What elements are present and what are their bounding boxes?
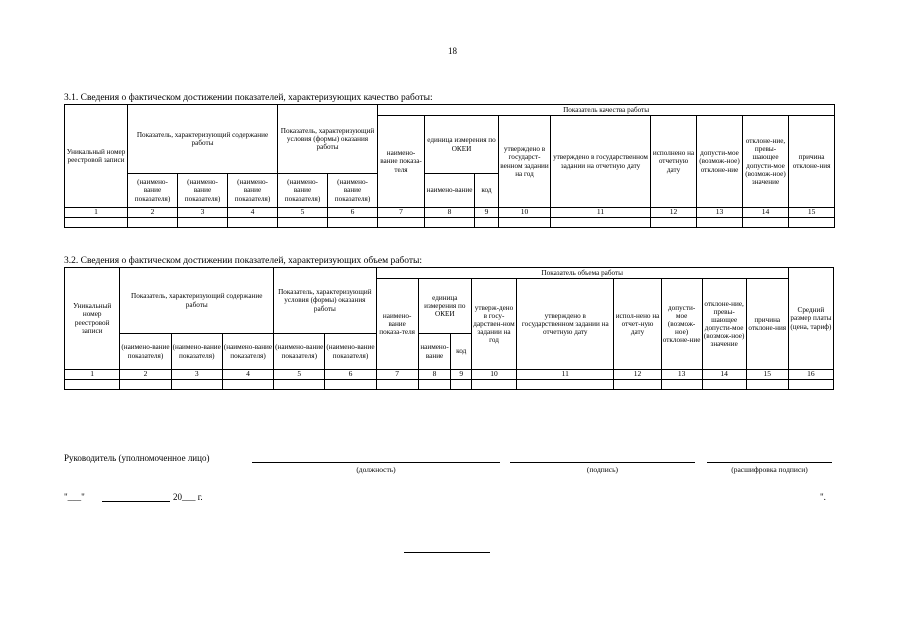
column-number: 5: [278, 208, 328, 218]
column-number: 2: [120, 370, 171, 380]
table-cell[interactable]: [178, 218, 228, 228]
signature-line[interactable]: [510, 462, 695, 463]
table-cell[interactable]: [328, 218, 378, 228]
column-number: 6: [328, 208, 378, 218]
column-number: 4: [228, 208, 278, 218]
col-quality-group: Показатель качества работы: [378, 105, 835, 116]
col-indicator-name: наимено-вание показа-теля: [378, 116, 425, 208]
table-cell[interactable]: [697, 218, 743, 228]
column-number: 10: [471, 370, 516, 380]
col-avg-fee: Средний размер платы (цена, тариф): [788, 268, 833, 370]
column-number: 16: [788, 370, 833, 380]
section-3-1-title: 3.1. Сведения о фактическом достижении показателей, характеризующих качество работы:: [64, 93, 433, 103]
col-unit-code: код: [475, 174, 499, 208]
column-number: 10: [499, 208, 551, 218]
column-number: 4: [222, 370, 273, 380]
column-number: 8: [425, 208, 475, 218]
table-cell[interactable]: [614, 380, 661, 390]
col-unit-name: наимено-вание: [425, 174, 475, 208]
table-cell[interactable]: [274, 380, 325, 390]
table-cell[interactable]: [171, 380, 222, 390]
table-cell[interactable]: [499, 218, 551, 228]
col-condition-2: (наимено-вание показателя): [325, 334, 376, 370]
col-approved-date: утверждено в государственном задании на отчетную дату: [517, 279, 614, 370]
table-cell[interactable]: [471, 380, 516, 390]
column-number: 15: [746, 370, 788, 380]
col-approved-year: утверж-дено в госу-дарствен-ном задании на год: [471, 279, 516, 370]
table-cell[interactable]: [789, 218, 835, 228]
closing-mark: ".: [820, 492, 826, 502]
col-excess-deviation: отклоне-ние, превы-шающее допусти-мое (возмож-ное) значение: [743, 116, 789, 208]
column-number: 15: [789, 208, 835, 218]
col-condition-2: (наимено-вание показателя): [328, 174, 378, 208]
col-reason: причина отклоне-ния: [746, 279, 788, 370]
table-cell[interactable]: [128, 218, 178, 228]
col-unit-name: наимено-вание: [418, 334, 451, 370]
date-day[interactable]: "___": [64, 492, 85, 502]
col-approved-year: утверждено в государст-венном задании на год: [499, 116, 551, 208]
col-allowed-deviation: допусти-мое (возмож-ное) отклоне-ние: [661, 279, 702, 370]
head-label: Руководитель (уполномоченное лицо): [64, 453, 210, 463]
col-content-2: (наимено-вание показателя): [171, 334, 222, 370]
column-number: 13: [661, 370, 702, 380]
col-content-3: (наимено-вание показателя): [222, 334, 273, 370]
table-cell[interactable]: [551, 218, 651, 228]
table-cell[interactable]: [788, 380, 833, 390]
table-cell[interactable]: [325, 380, 376, 390]
col-content-1: (наимено-вание показателя): [128, 174, 178, 208]
col-work-content: Показатель, характеризующий содержание работы: [120, 268, 274, 334]
table-cell[interactable]: [418, 380, 451, 390]
table-cell[interactable]: [425, 218, 475, 228]
signature-caption: (подпись): [586, 465, 619, 474]
col-approved-date: утверждено в государственном задании на отчетную дату: [551, 116, 651, 208]
decoding-line[interactable]: [707, 462, 832, 463]
col-excess-deviation: отклоне-ние, превы-шающее допусти-мое (возмож-ное) значение: [702, 279, 746, 370]
column-number: 12: [651, 208, 697, 218]
column-numbers-row: [65, 208, 835, 218]
decoding-caption: (расшифровка подписи): [731, 465, 808, 474]
col-executed: исполнено на отчетную дату: [651, 116, 697, 208]
col-condition-1: (наимено-вание показателя): [274, 334, 325, 370]
table-cell[interactable]: [376, 380, 418, 390]
column-number: 8: [418, 370, 451, 380]
position-caption: (должность): [356, 465, 396, 474]
table-cell[interactable]: [661, 380, 702, 390]
column-number: 7: [378, 208, 425, 218]
col-executed: испол-нено на отчет-ную дату: [614, 279, 661, 370]
table-cell[interactable]: [120, 380, 171, 390]
col-volume-group: Показатель объема работы: [376, 268, 788, 279]
table-cell[interactable]: [278, 218, 328, 228]
date-year[interactable]: 20___ г.: [173, 492, 203, 502]
col-content-2: (наимено-вание показателя): [178, 174, 228, 208]
column-number: 3: [178, 208, 228, 218]
section-3-2-title: 3.2. Сведения о фактическом достижении показателей, характеризующих объем работы:: [64, 256, 423, 266]
column-number: 6: [325, 370, 376, 380]
table-cell[interactable]: [746, 380, 788, 390]
col-unique-number: Уникальный номер реестровой записи: [65, 268, 120, 370]
column-number: 1: [65, 370, 120, 380]
column-number: 3: [171, 370, 222, 380]
table-cell[interactable]: [222, 380, 273, 390]
col-conditions: Показатель, характеризующий условия (формы) оказания работы: [274, 268, 377, 334]
column-number: 11: [551, 208, 651, 218]
table-cell[interactable]: [65, 218, 128, 228]
column-number: 13: [697, 208, 743, 218]
column-number: 1: [65, 208, 128, 218]
col-allowed-deviation: допусти-мое (возмож-ное) отклоне-ние: [697, 116, 743, 208]
col-unit-okei: единица измерения по ОКЕИ: [418, 279, 471, 334]
column-number: 5: [274, 370, 325, 380]
column-number: 7: [376, 370, 418, 380]
table-cell[interactable]: [228, 218, 278, 228]
col-work-content: Показатель, характеризующий содержание работы: [128, 105, 278, 174]
table-row: [65, 218, 835, 228]
col-unique-number: Уникальный номер реестровой записи: [65, 105, 128, 208]
date-month-line[interactable]: [102, 501, 170, 502]
table-cell[interactable]: [65, 380, 120, 390]
col-unit-code: код: [451, 334, 472, 370]
column-number: 14: [743, 208, 789, 218]
footnote-divider: [404, 552, 490, 553]
table-cell[interactable]: [475, 218, 499, 228]
column-number: 12: [614, 370, 661, 380]
table-cell[interactable]: [451, 380, 472, 390]
column-numbers-row: [65, 370, 834, 380]
col-content-1: (наимено-вание показателя): [120, 334, 171, 370]
col-conditions: Показатель, характеризующий условия (формы) оказания работы: [278, 105, 378, 174]
col-unit-okei: единица измерения по ОКЕИ: [425, 116, 499, 174]
page-number: 18: [448, 46, 457, 56]
col-indicator-name: наимено-вание показа-теля: [376, 279, 418, 370]
column-number: 2: [128, 208, 178, 218]
position-line[interactable]: [252, 462, 500, 463]
column-number: 9: [451, 370, 472, 380]
column-number: 11: [517, 370, 614, 380]
table-cell[interactable]: [702, 380, 746, 390]
table-row: [65, 380, 834, 390]
col-condition-1: (наимено-вание показателя): [278, 174, 328, 208]
col-reason: причина отклоне-ния: [789, 116, 835, 208]
table-cell[interactable]: [743, 218, 789, 228]
column-number: 14: [702, 370, 746, 380]
table-cell[interactable]: [378, 218, 425, 228]
col-content-3: (наимено-вание показателя): [228, 174, 278, 208]
column-number: 9: [475, 208, 499, 218]
table-cell[interactable]: [517, 380, 614, 390]
volume-table: [64, 267, 834, 390]
table-cell[interactable]: [651, 218, 697, 228]
quality-table: [64, 104, 835, 228]
